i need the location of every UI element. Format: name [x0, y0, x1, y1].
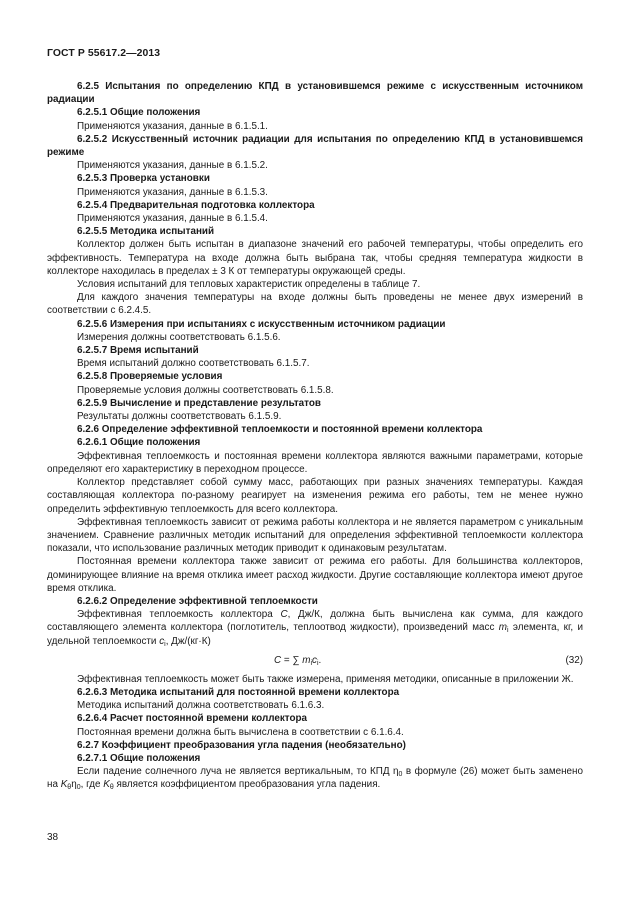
- document-header: ГОСТ Р 55617.2—2013: [47, 48, 161, 59]
- section-heading: 6.2.5.5 Методика испытаний: [77, 226, 215, 238]
- equation-formula: C = ∑ $m_ic_i$.: [274, 654, 322, 667]
- section-heading: 6.2.5.7 Время испытаний: [77, 345, 199, 357]
- document-body: [47, 80, 583, 792]
- body-paragraph: Эффективная теплоемкость зависит от режима работы коллектора и не является параметром с уникальным значением. Сравнение различных методик испытаний для определения эффективной теплоемкости коллектора показали, что использование различных методик приводит к одинаковым результатам.: [47, 516, 583, 555]
- body-paragraph: Постоянная времени коллектора также зависит от режима его работы. Для большинства коллекторов, доминирующее влияние на время отклика имеет расход жидкости. Другие составляющие коллектора имеют другое время отклика.: [47, 556, 583, 594]
- paragraph-incidence-angle: Если падение солнечного луча не является вертикальным, то КПД $\eta_0$ в формуле (26) может быть заменено на $K_\theta\eta_0$, где $K_\theta$ является коэффициентом преобразования угла падения.: [47, 766, 583, 792]
- section-heading: 6.2.5.6 Измерения при испытаниях с искусственным источником радиации: [77, 318, 446, 330]
- section-heading: 6.2.5.3 Проверка установки: [77, 173, 210, 185]
- section-heading: 6.2.5.2 Искусственный источник радиации для испытания по определению КПД в установившемся режиме: [47, 133, 583, 159]
- body-paragraph: Применяются указания, данные в 6.1.5.1.: [77, 120, 268, 132]
- section-before-equation: [47, 80, 583, 608]
- body-paragraph: Применяются указания, данные в 6.1.5.4.: [77, 213, 268, 225]
- equation-32: [47, 648, 583, 674]
- equation-number: (32): [565, 654, 583, 666]
- body-paragraph: Результаты должны соответствовать 6.1.5.9.: [77, 411, 282, 423]
- body-paragraph: Измерения должны соответствовать 6.1.5.6.: [77, 331, 281, 343]
- section-after-equation: [47, 673, 583, 765]
- section-heading: 6.2.6.2 Определение эффективной теплоемкости: [77, 595, 318, 607]
- section-heading: 6.2.6 Определение эффективной теплоемкости и постоянной времени коллектора: [77, 424, 483, 436]
- section-heading: 6.2.5.1 Общие положения: [77, 107, 201, 119]
- body-paragraph: Коллектор представляет собой сумму масс, работающих при разных значениях температуры. Каждая составляющая коллектора по-разному реагирует на изменения режима его работы, тем не менее нужно определить эффективную теплоемкость для всего коллектора.: [47, 477, 583, 515]
- section-heading: 6.2.5.4 Предварительная подготовка коллектора: [77, 199, 315, 211]
- body-paragraph: Для каждого значения температуры на входе должны быть проведены не менее двух измерений в соответствии с 6.2.4.5.: [47, 292, 583, 317]
- body-paragraph: Эффективная теплоемкость и постоянная времени коллектора являются важными параметрами, которые определяют его характеристику в переходном процессе.: [47, 450, 583, 475]
- body-paragraph: Время испытаний должно соответствовать 6.1.5.7.: [77, 358, 310, 370]
- body-paragraph: Применяются указания, данные в 6.1.5.2.: [77, 160, 268, 172]
- body-paragraph: Коллектор должен быть испытан в диапазоне значений его рабочей температуры, чтобы определить его эффективность. Температура на входе должна быть выбрана так, чтобы средняя температура жидкости в коллекторе находилась в пределах ± 3 К от температуры окружающей среды.: [47, 239, 583, 277]
- section-heading: 6.2.7.1 Общие положения: [77, 752, 201, 764]
- section-heading: 6.2.5.8 Проверяемые условия: [77, 371, 223, 383]
- body-paragraph: Эффективная теплоемкость может быть также измерена, применяя методики, описанные в приложении Ж.: [77, 673, 574, 685]
- page-number: 38: [47, 832, 59, 843]
- section-heading: 6.2.6.4 Расчет постоянной времени коллектора: [77, 713, 308, 725]
- body-paragraph: Проверяемые условия должны соответствовать 6.1.5.8.: [77, 384, 334, 396]
- section-heading: 6.2.6.3 Методика испытаний для постоянной времени коллектора: [77, 686, 400, 698]
- body-paragraph: Постоянная времени должна быть вычислена в соответствии с 6.1.6.4.: [77, 726, 404, 738]
- body-paragraph: Методика испытаний должна соответствовать 6.1.6.3.: [77, 700, 325, 712]
- section-heading: 6.2.5 Испытания по определению КПД в установившемся режиме с искусственным источником радиации: [47, 81, 583, 106]
- section-heading: 6.2.6.1 Общие положения: [77, 437, 201, 449]
- body-paragraph: Условия испытаний для тепловых характеристик определены в таблице 7.: [77, 279, 421, 291]
- paragraph-effective-capacity-definition: Эффективная теплоемкость коллектора C, Дж/К, должна быть вычислена как сумма, для каждого составляющего элемента коллектора (поглотитель, теплоотвод жидкости), произведений масс $m_i$ элемента, кг, и удельной теплоемкости $c_i$, Дж/(кг·К): [47, 609, 583, 648]
- section-heading: 6.2.7 Коэффициент преобразования угла падения (необязательно): [77, 739, 406, 751]
- body-paragraph: Применяются указания, данные в 6.1.5.3.: [77, 186, 268, 198]
- section-heading: 6.2.5.9 Вычисление и представление результатов: [77, 397, 321, 409]
